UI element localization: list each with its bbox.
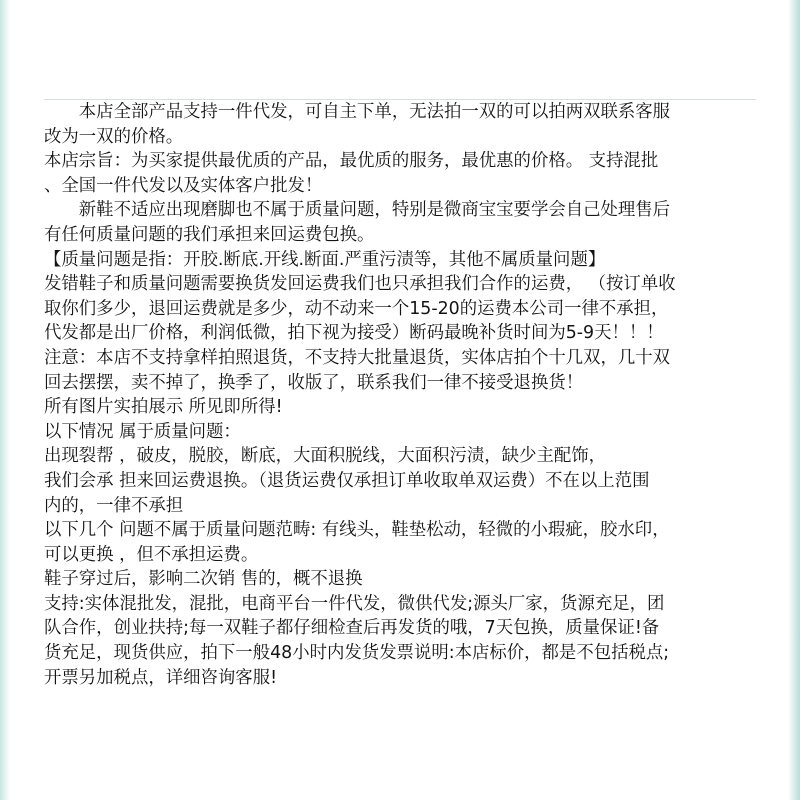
text-line: 新鞋不适应出现磨脚也不属于质量问题，特别是微商宝宝要学会自己处理售后 (44, 200, 671, 221)
text-line: 回去摆摆，卖不掉了，换季了，收版了，联系我们一律不接受退换货！ (44, 372, 584, 393)
text-line: 本店宗旨：为买家提供最优质的产品，最优质的服务，最优惠的价格。 支持混批 (44, 151, 659, 172)
text-line: 货充足，现货供应，拍下一般48小时内发货发票说明:本店标价，都是不包括税点; (44, 643, 670, 664)
left-edge-tint (0, 0, 10, 800)
text-line: 注意：本店不支持拿样拍照退货，不支持大批量退货，实体店拍个十几双，几十双 (44, 347, 671, 368)
text-line: 发错鞋子和质量问题需要换货发回运费我们也只承担我们合作的运费， （按订单收 (44, 274, 676, 295)
text-line: 以下几个 问题不属于质量问题范畴: 有线头，鞋垫松动，轻微的小瑕疵，胶水印， (44, 520, 670, 541)
text-line: 所有图片实拍展示 所见即所得! (44, 397, 283, 418)
text-line: 取你们多少，退回运费就是多少，动不动来一个15-20的运费本公司一律不承担， (44, 298, 669, 319)
text-line: 鞋子穿过后，影响二次销 售的，概不退换 (44, 569, 363, 590)
right-edge-tint (788, 0, 800, 800)
text-line: 可以更换 ，但不承担运费。 (44, 544, 259, 565)
text-line: 代发都是出厂价格，利润低微，拍下视为接受）断码最晚补货时间为5-9天！！！ (44, 323, 664, 344)
text-line: 有任何质量问题的我们承担来回运费包换。 (44, 224, 375, 245)
text-line: 改为一双的价格。 (44, 126, 184, 147)
store-policy-text (44, 100, 764, 690)
text-line: 以下情况 属于质量问题： (44, 421, 241, 442)
text-line: 我们会承 担来回运费退换。（退货运费仅承担订单收取单双运费）不在以上范围 (44, 470, 650, 491)
text-line: 、全国一件代发以及实体客户批发！ (44, 175, 323, 196)
text-line: 本店全部产品支持一件代发，可自主下单，无法拍一双的可以拍两双联系客服 (44, 102, 671, 122)
text-line: 支持:实体混批发，混批，电商平台一件代发，微供代发;源头厂家，货源充足，团 (44, 593, 665, 614)
text-line: 队合作，创业扶持;每一双鞋子都仔细检查后再发货的哦，7天包换，质量保证!备 (44, 618, 660, 639)
text-line: 开票另加税点，详细咨询客服! (44, 667, 278, 688)
text-line: 内的，一律不承担 (44, 495, 184, 516)
text-line: 出现裂帮 ，破皮，脱胶，断底，大面积脱线，大面积污渍，缺少主配饰， (44, 446, 607, 467)
quality-definition-line: 【质量问题是指：开胶.断底.开线.断面.严重污渍等，其他不属质量问题】 (44, 249, 606, 270)
